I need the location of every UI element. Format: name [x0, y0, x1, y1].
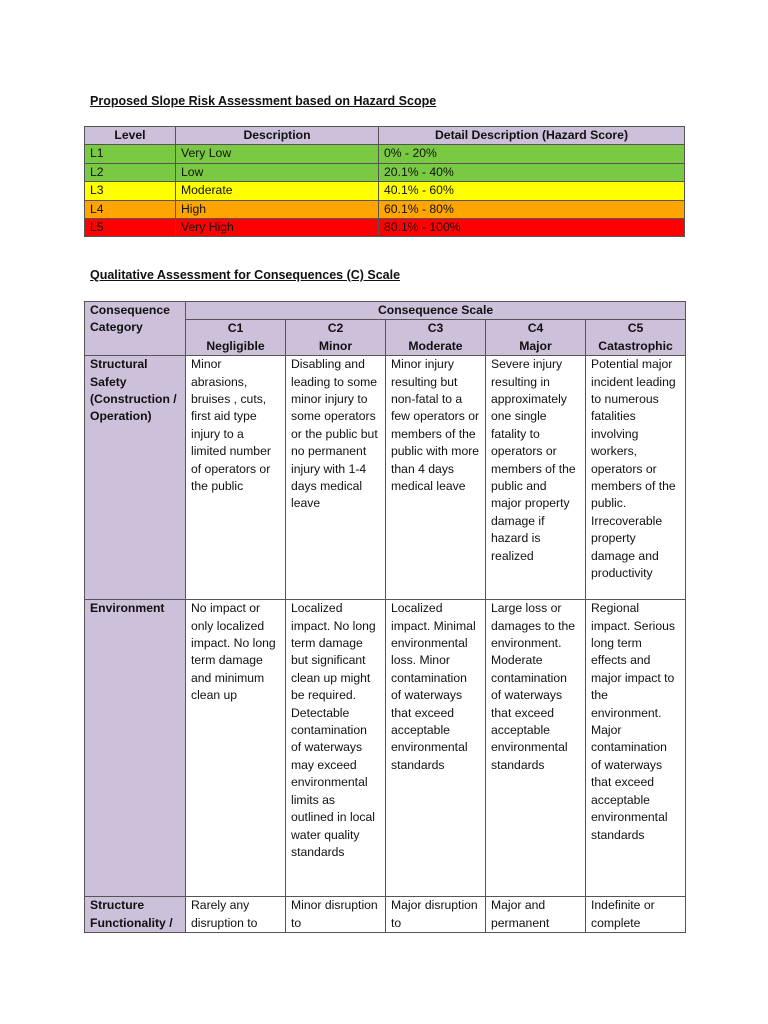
category-structure-functionality: Structure Functionality /: [85, 897, 186, 933]
risk-description: Low: [176, 163, 379, 181]
row-structure-functionality: [85, 897, 686, 933]
cell-c3: Minor injury resulting but non-fatal to a few operators or members of the public with more than 4 days medical leave: [386, 356, 486, 600]
risk-level: L2: [85, 163, 176, 181]
cell-c4: Large loss or damages to the environment. Moderate contamination of waterways that exceed acceptable environmental standards: [486, 600, 586, 897]
category-structural-safety: Structural Safety (Construction / Operation): [85, 356, 186, 600]
cell-c4: Major and permanent: [486, 897, 586, 933]
risk-row-l5: [85, 219, 685, 237]
risk-description: Very Low: [176, 145, 379, 163]
cell-c1: No impact or only localized impact. No long term damage and minimum clean up: [186, 600, 286, 897]
risk-description: Very High: [176, 219, 379, 237]
scale-c4: C4 Major: [486, 320, 586, 356]
risk-level-table: [84, 126, 685, 237]
risk-row-l4: [85, 200, 685, 218]
risk-detail: 60.1% - 80%: [379, 200, 685, 218]
risk-description: Moderate: [176, 182, 379, 200]
scale-header: Consequence Scale: [186, 302, 686, 320]
consequence-table-title: Qualitative Assessment for Consequences (C) Scale: [90, 268, 401, 282]
risk-detail: 80.1% - 100%: [379, 219, 685, 237]
risk-detail: 0% - 20%: [379, 145, 685, 163]
risk-level: L5: [85, 219, 176, 237]
row-environment: [85, 600, 686, 897]
scale-c3: C3 Moderate: [386, 320, 486, 356]
consequence-table: [84, 301, 686, 933]
risk-detail: 40.1% - 60%: [379, 182, 685, 200]
risk-row-l3: [85, 182, 685, 200]
risk-detail: 20.1% - 40%: [379, 163, 685, 181]
risk-row-l1: [85, 145, 685, 163]
cell-c1: Rarely any disruption to: [186, 897, 286, 933]
header-description: Description: [176, 127, 379, 145]
cell-c4: Severe injury resulting in approximately one single fatality to operators or members of the public and major property damage if hazard is realized: [486, 356, 586, 600]
cell-c5: Regional impact. Serious long term effects and major impact to the environment. Major contamination of waterways that exceed acceptable environmental standards: [586, 600, 686, 897]
cell-c1: Minor abrasions, bruises , cuts, first aid type injury to a limited number of operators or the public: [186, 356, 286, 600]
cell-c2: Minor disruption to: [286, 897, 386, 933]
risk-level: L4: [85, 200, 176, 218]
risk-level: L3: [85, 182, 176, 200]
cell-c3: Localized impact. Minimal environmental loss. Minor contamination of waterways that exceed acceptable environmental standards: [386, 600, 486, 897]
header-detail: Detail Description (Hazard Score): [379, 127, 685, 145]
scale-c2: C2 Minor: [286, 320, 386, 356]
row-structural-safety: [85, 356, 686, 600]
category-environment: Environment: [85, 600, 186, 897]
cell-c2: Disabling and leading to some minor injury to some operators or the public but no permanent injury with 1-4 days medical leave: [286, 356, 386, 600]
cell-c5: Potential major incident leading to numerous fatalities involving workers, operators or members of the public. Irrecoverable property damage and productivity: [586, 356, 686, 600]
scale-c5: C5 Catastrophic: [586, 320, 686, 356]
cell-c5: Indefinite or complete: [586, 897, 686, 933]
category-header: Consequence Category: [85, 302, 186, 356]
cell-c2: Localized impact. No long term damage but significant clean up might be required. Detectable contamination of waterways may exceed environmental limits as outlined in local water quality standards: [286, 600, 386, 897]
risk-level: L1: [85, 145, 176, 163]
risk-description: High: [176, 200, 379, 218]
risk-header-row: [85, 127, 685, 145]
consequence-header-row: [85, 302, 686, 320]
header-level: Level: [85, 127, 176, 145]
risk-table-title: Proposed Slope Risk Assessment based on Hazard Scope: [90, 94, 437, 108]
cell-c3: Major disruption to: [386, 897, 486, 933]
risk-row-l2: [85, 163, 685, 181]
scale-c1: C1 Negligible: [186, 320, 286, 356]
